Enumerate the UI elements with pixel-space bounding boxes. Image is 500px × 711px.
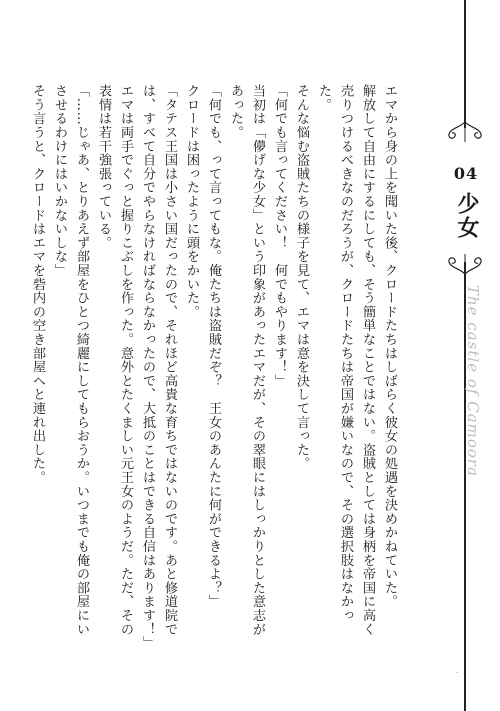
- paragraph: エマから身の上を聞いた後、クロードたちはしばらく彼女の処遇を決めかねていた。: [382, 84, 397, 609]
- paragraph: 当初は「儚げな少女」という印象があったエマだが、その翠眼にはしっかりとした意志があった。: [228, 84, 265, 636]
- paragraph: 「タテス王国は小さい国だったので、それほど高貴な育ちではないのです。あと修道院では、すべて自分でやらなければならなかったので、大抵のことはできる自信はあります！」: [140, 84, 177, 650]
- ornament-line-top: [464, 0, 466, 128]
- paragraph: 「何でも、って言ってもな。俺たちは盗賊だぞ？ 王女のあんたに何ができるよ？」: [206, 84, 221, 609]
- chapter-number: 04: [453, 164, 479, 183]
- paragraph: クロードは困ったように頭をかいた。: [184, 84, 199, 319]
- flourish-top-icon: [445, 120, 485, 144]
- paragraph: そんな悩む盗賊たちの様子を見て、エマは意を決して言った。: [294, 84, 309, 471]
- body-text: [30, 84, 400, 650]
- page-marker: ・: [454, 670, 461, 677]
- chapter-header: [400, 0, 500, 711]
- running-title-watermark: The castle of Camoora: [464, 285, 482, 477]
- paragraph: エマは両手でぐっと握りこぶしを作った。意外とたくましい元王女のようだ。ただ、その表情は若干強張っている。: [96, 84, 133, 636]
- paragraph: 解放して自由にするにしても、そう簡単なことではない。盗賊としては身柄を帝国に高く売りつけるべきなのだろうが、クロードたちは帝国が嫌いなので、その選択肢はなかった。: [316, 84, 375, 636]
- paragraph: 「……じゃあ、とりあえず部屋をひとつ綺麗にしてもらおうか。いつまでも俺の部屋にいさせるわけにはいかないしな」: [52, 84, 89, 636]
- paragraph: そう言うと、クロードはエマを砦内の空き部屋へと連れ出した。: [30, 84, 45, 485]
- paragraph: 「何でも言ってください！ 何でもやります！」: [272, 84, 287, 388]
- chapter-title: 少女: [454, 192, 479, 240]
